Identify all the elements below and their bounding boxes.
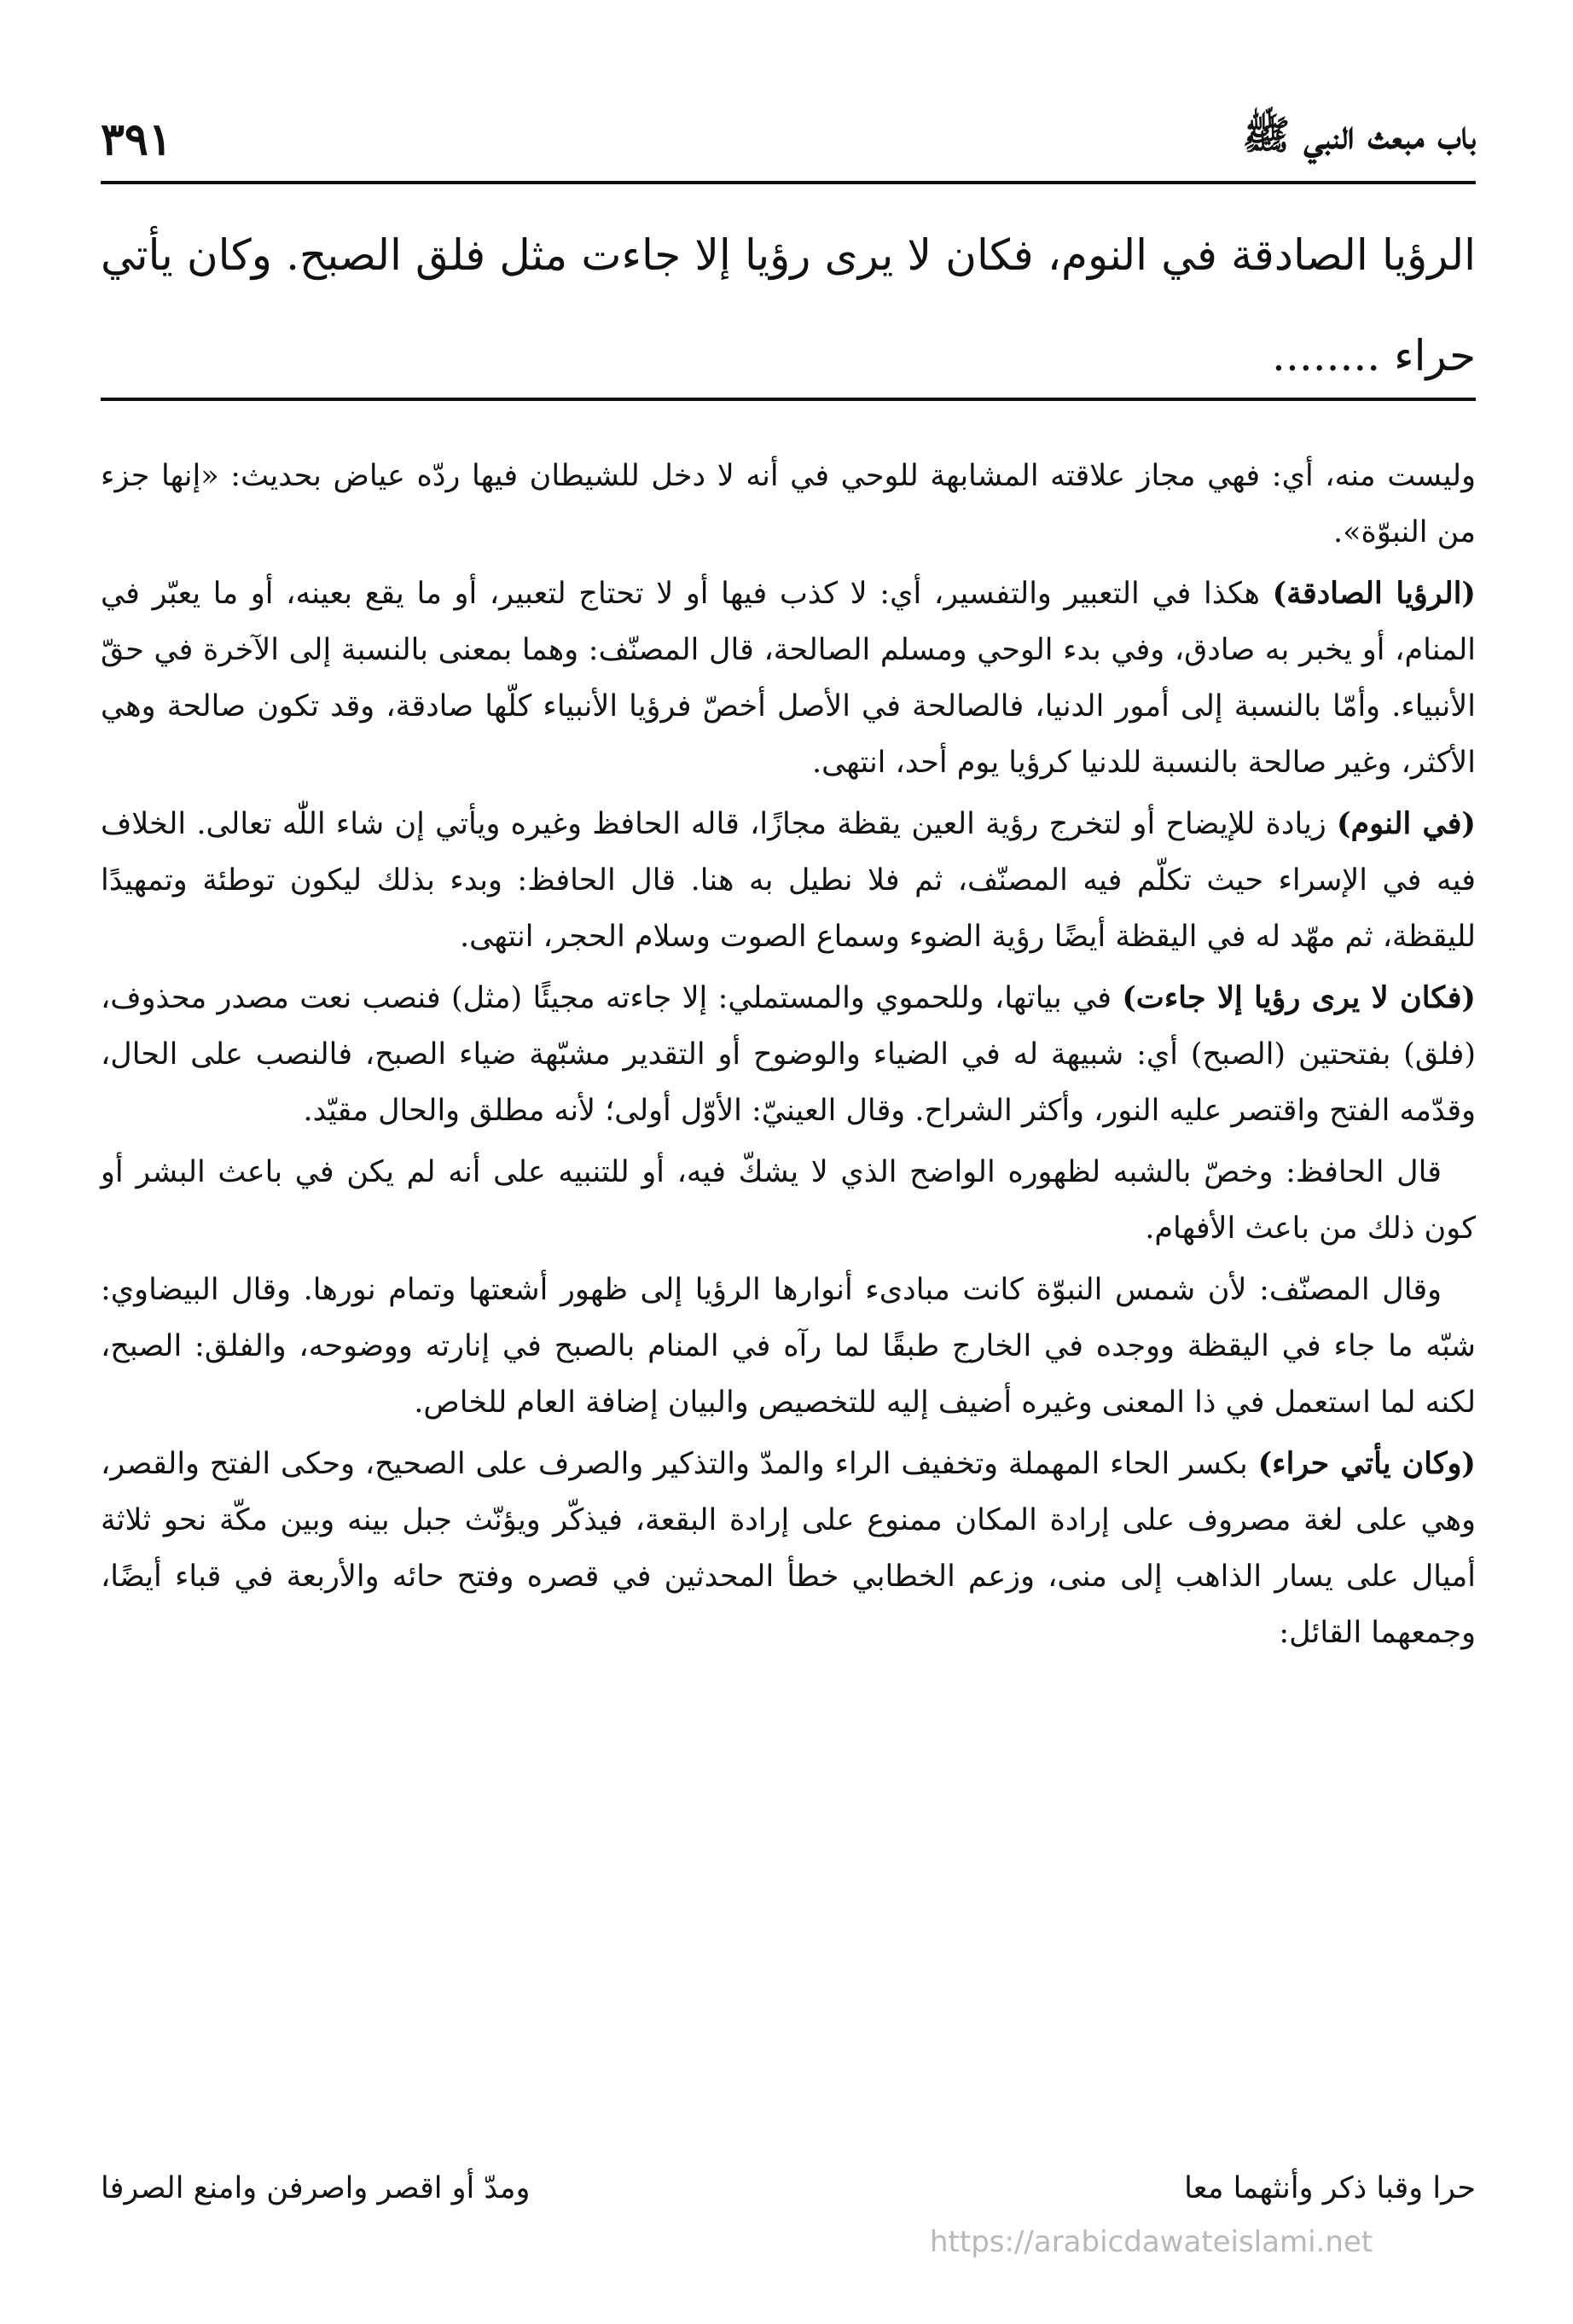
commentary-body <box>101 448 1476 1666</box>
commentary-paragraph <box>101 1262 1476 1431</box>
verse-second-hemistich: ومدّ أو اقصر واصرفن وامنع الصرفا <box>101 2171 531 2205</box>
paragraph-text: في بياتها، وللحموي والمستملي: إلا جاءته مجيئًا (مثل) فنصب نعت مصدر محذوف، (فلق) بفتحتين (الصبح) أي: شبيهة له في الضياء والوضوح أو التقدير مشبّهة ضياء الصبح، فالنصب على الحال، وقدّمه الفتح واقتصر عليه النور، وأكثر الشراح. وقال العينيّ: الأوّل أولى؛ لأنه مطلق والحال مقيّد. <box>101 981 1476 1128</box>
chapter-title: باب مبعث النبي ﷺ <box>1242 111 1476 158</box>
commentary-paragraph <box>101 970 1476 1139</box>
hadith-paragraph: الرؤيا الصادقة في النوم، فكان لا يرى رؤيا إلا جاءت مثل فلق الصبح. وكان يأتي حراء ........ <box>101 230 1476 381</box>
commentary-paragraph <box>101 566 1476 791</box>
paragraph-text: بكسر الحاء المهملة وتخفيف الراء والمدّ والتذكير والصرف على الصحيح، وحكى الفتح والقصر، وهي على لغة مصروف على إرادة المكان ممنوع على إرادة البقعة، فيذكّر ويؤنّث جبل بينه وبين مكّة نحو ثلاثة أميال على يسار الذاهب إلى منى، وزعم الخطابي خطأ المحدثين في قصره وفتح حائه والأربعة في قباء أيضًا، وجمعهما القائل: <box>101 1447 1476 1650</box>
page-header <box>101 101 1476 177</box>
paragraph-text: زيادة للإيضاح أو لتخرج رؤية العين يقظة مجازًا، قاله الحافظ وغيره ويأتي إن شاء اللّٰه تعالى. الخلاف فيه في الإسراء حيث تكلّم فيه المصنّف، ثم فلا نطيل به هنا. قال الحافظ: وبدء بذلك ليكون توطئة وتمهيدًا لليقظة، ثم مهّد له في اليقظة أيضًا رؤية الضوء وسماع الصوت وسلام الحجر، انتهى. <box>101 807 1476 954</box>
commentary-paragraph <box>101 796 1476 965</box>
verse-first-hemistich: حرا وقبا ذكر وأنثهما معا <box>1184 2171 1476 2205</box>
commentary-paragraph <box>101 1144 1476 1257</box>
lemma-heading: (الرؤيا الصادقة) <box>1272 576 1476 611</box>
paragraph-text: وليست منه، أي: فهي مجاز علاقته المشابهة للوحي في أنه لا دخل للشيطان فيها ردّه عياض بحديث: «إنها جزء من النبوّة». <box>101 459 1476 549</box>
lemma-heading: (في النوم) <box>1336 806 1476 841</box>
hadith-text <box>101 205 1476 406</box>
commentary-paragraph <box>101 1436 1476 1661</box>
paragraph-text: قال الحافظ: وخصّ بالشبه لظهوره الواضح الذي لا يشكّ فيه، أو للتنبيه على أنه لم يكن في باعث البشر أو كون ذلك من باعث الأفهام. <box>101 1155 1476 1246</box>
paragraph-text: وقال المصنّف: لأن شمس النبوّة كانت مبادىء أنوارها الرؤيا إلى ظهور أشعتها وتمام نورها. وقال البيضاوي: شبّه ما جاء في اليقظة ووجده في الخارج طبقًا لما رآه في المنام بالصبح في إنارته ووضوحه، والفلق: الصبح، لكنه لما استعمل في ذا المعنى وغيره أضيف إليه للتخصيص والبيان إضافة العام للخاص. <box>101 1273 1476 1420</box>
page-number: ٣٩١ <box>101 113 172 166</box>
lemma-heading: (وكان يأتي حراء) <box>1257 1446 1476 1481</box>
header-rule <box>101 181 1476 184</box>
text-divider-rule <box>101 398 1476 401</box>
watermark-url: https://arabicdawateislami.net <box>930 2225 1373 2259</box>
paragraph-text: هكذا في التعبير والتفسير، أي: لا كذب فيها أو لا تحتاج لتعبير، أو ما يقع بعينه، أو ما يعبّر في المنام، أو يخبر به صادق، وفي بدء الوحي ومسلم الصالحة، قال المصنّف: وهما بمعنى بالنسبة إلى الآخرة في حقّ الأنبياء. وأمّا بالنسبة إلى أمور الدنيا، فالصالحة في الأصل أخصّ فرؤيا الأنبياء كلّها صادقة، وقد تكون صالحة وهي الأكثر، وغير صالحة بالنسبة للدنيا كرؤيا يوم أحد، انتهى. <box>101 577 1476 780</box>
poetry-verse <box>101 2158 1476 2218</box>
commentary-paragraph <box>101 448 1476 561</box>
lemma-heading: (فكان لا يرى رؤيا إلا جاءت) <box>1122 980 1476 1015</box>
